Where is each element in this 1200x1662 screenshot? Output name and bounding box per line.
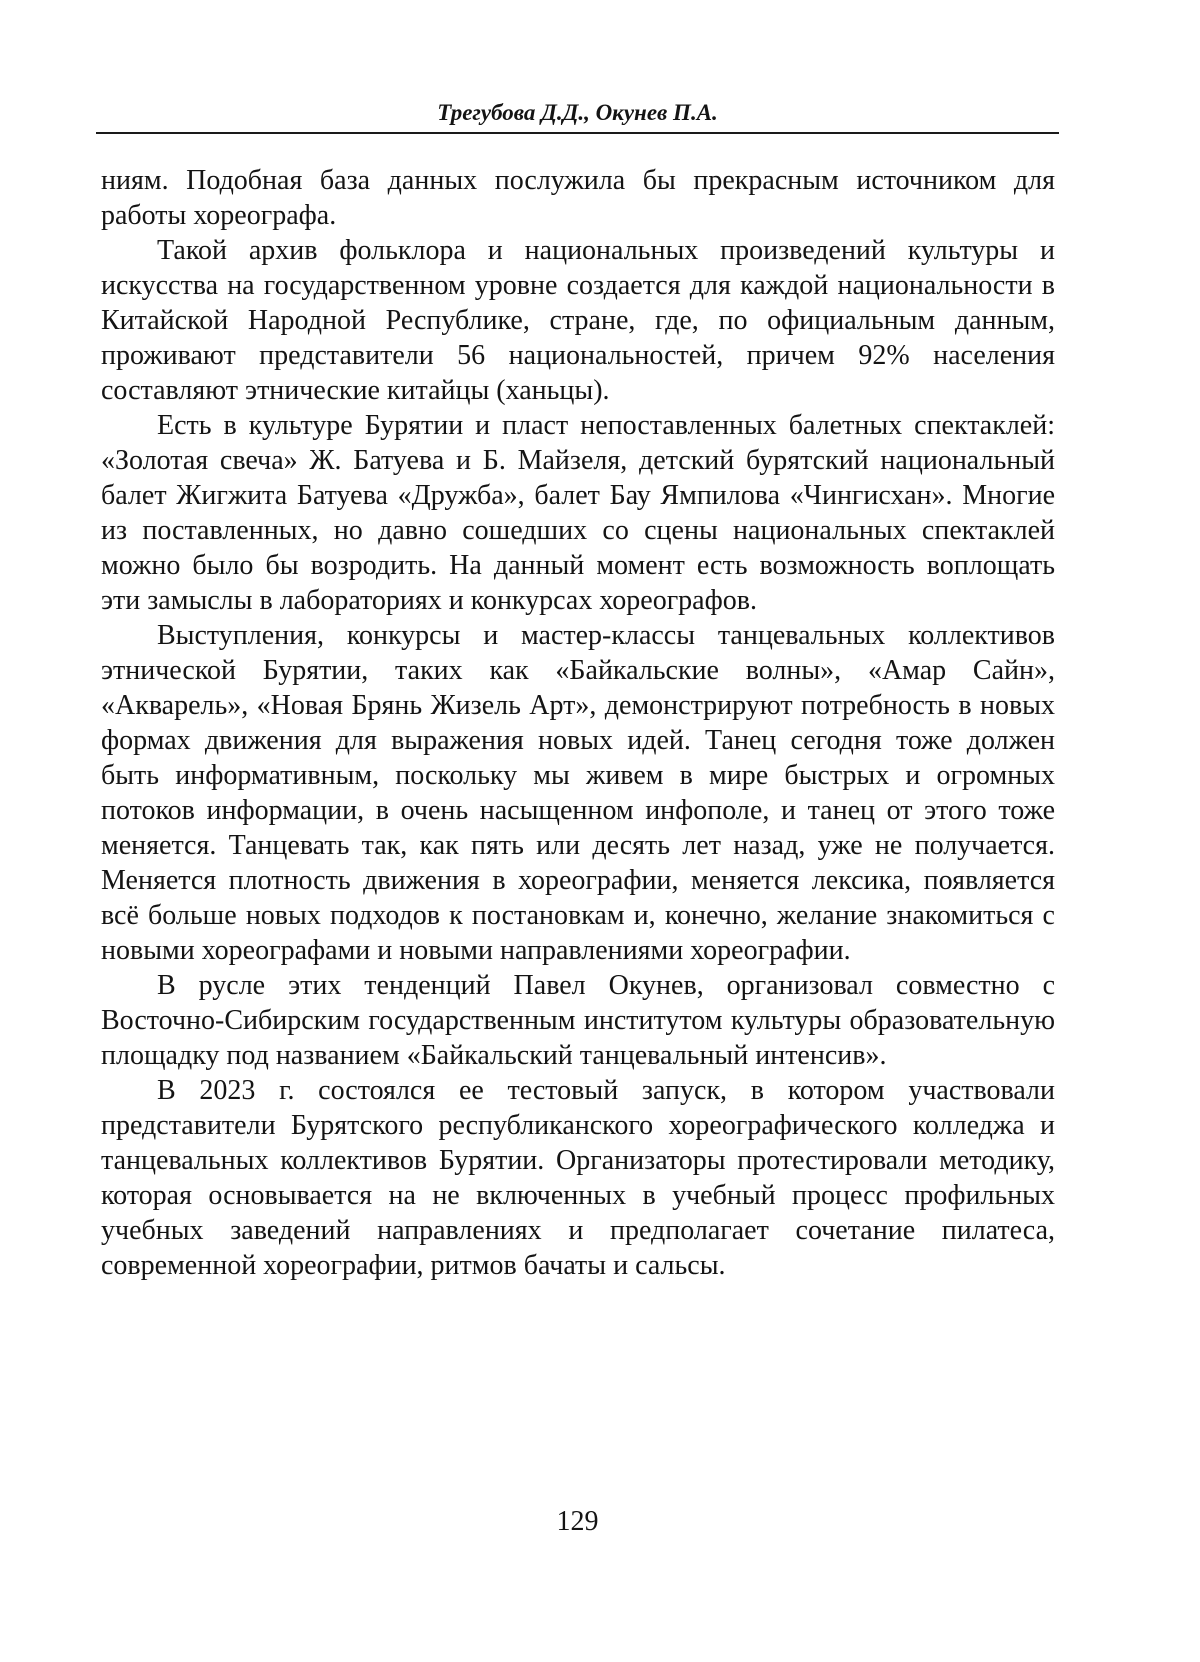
paragraph-folklore-archive: Такой архив фольклора и национальных произведений культуры и искусства на государственном уровне создается для каждой национальности в Китайской Народной Республике, стране, где, по официальным данным, проживают представители 56 национальностей, причем 92% населения составляют этнические китайцы (ханьцы). — [101, 235, 1055, 406]
paragraph-dance-collectives: Выступления, конкурсы и мастер-классы танцевальных коллективов этнической Бурятии, таких как «Байкальские волны», «Амар Сайн», «Акварель», «Новая Брянь Жизель Арт», демонстрируют потребность в новых формах движения для выражения новых идей. Танец сегодня тоже должен быть информативным, поскольку мы живем в мире быстрых и огромных потоков информации, в очень насыщенном инфополе, и танец от этого тоже меняется. Танцевать так, как пять или десять лет назад, уже не получается. Меняется плотность движения в хореографии, меняется лексика, появляется всё больше новых подходов к постановкам и, конечно, желание знакомиться с новыми хореографами и новыми направлениями хореографии. — [101, 620, 1055, 966]
body-text — [101, 163, 1055, 1283]
paragraph-continuation: ниям. Подобная база данных послужила бы прекрасным источником для работы хореографа. — [101, 165, 1055, 231]
running-header-authors: Трегубова Д.Д., Окунев П.А. — [437, 100, 718, 125]
header-rule — [96, 132, 1059, 134]
paragraph-baikal-intensive: В русле этих тенденций Павел Окунев, организовал совместно с Восточно-Сибирским государственным институтом культуры образовательную площадку под названием «Байкальский танцевальный интенсив». — [101, 970, 1055, 1071]
paragraph-unstaged-ballets: Есть в культуре Бурятии и пласт непоставленных балетных спектаклей: «Золотая свеча» Ж. Батуева и Б. Майзеля, детский бурятский национальный балет Жигжита Батуева «Дружба», балет Бау Ямпилова «Чингисхан». Многие из поставленных, но давно сошедших со сцены национальных спектаклей можно было бы возродить. На данный момент есть возможность воплощать эти замыслы в лабораториях и конкурсах хореографов. — [101, 410, 1055, 616]
paragraph-test-launch: В 2023 г. состоялся ее тестовый запуск, в котором участвовали представители Бурятского республиканского хореографического колледжа и танцевальных коллективов Бурятии. Организаторы протестировали методику, которая основывается на не включенных в учебный процесс профильных учебных заведений направлениях и предполагает сочетание пилатеса, современной хореографии, ритмов бачаты и сальсы. — [101, 1075, 1055, 1281]
page-number: 129 — [556, 1506, 599, 1537]
